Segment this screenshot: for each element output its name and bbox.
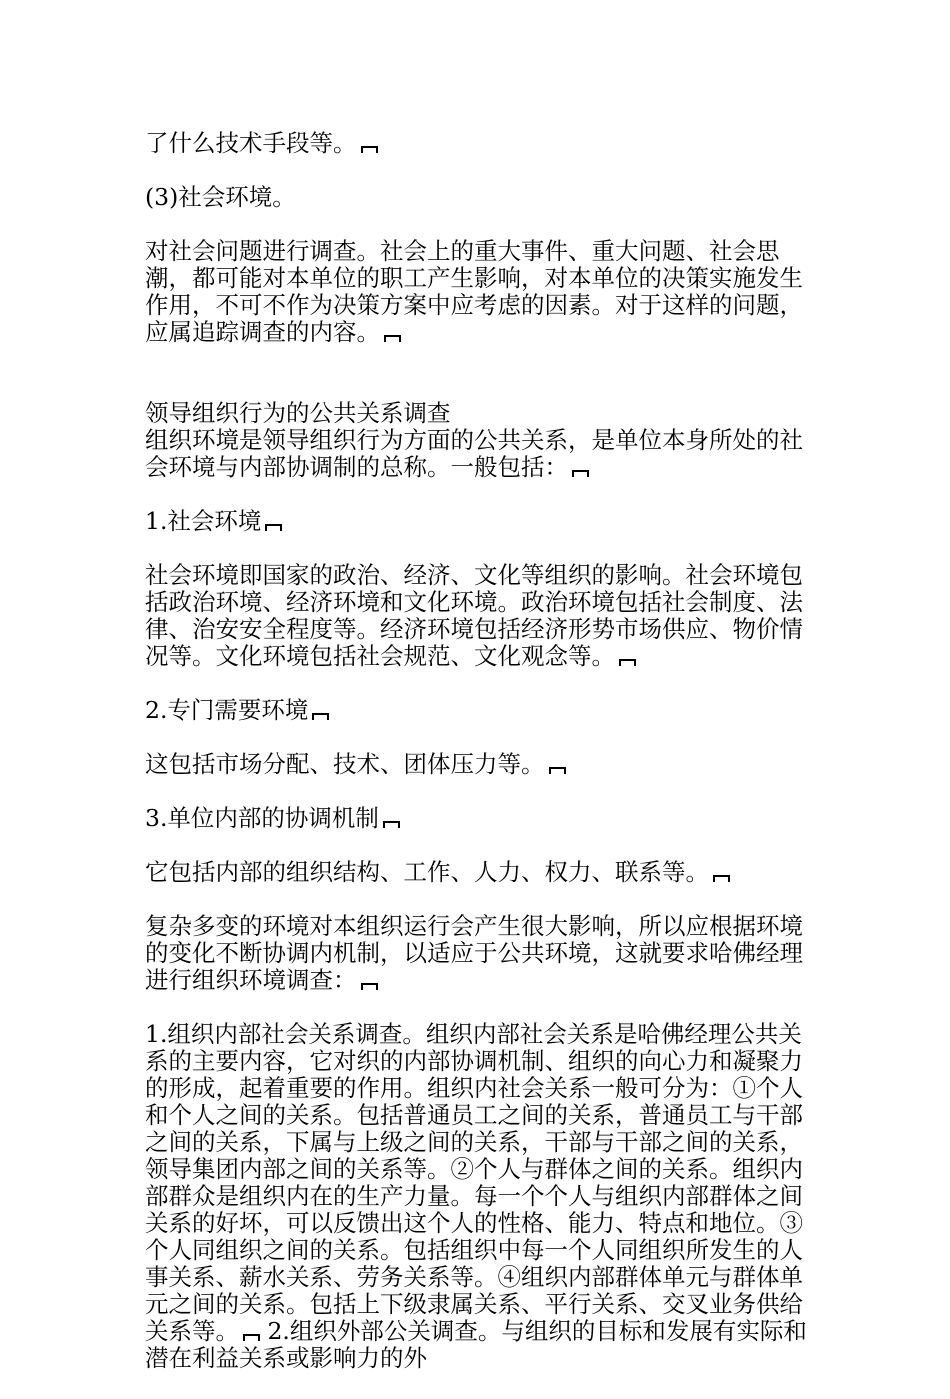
blank-line [145, 373, 811, 400]
paragraph-mark-icon [383, 821, 400, 828]
paragraph-4: 组织环境是领导组织行为方面的公共关系，是单位本身所处的社会环境与内部协调制的总称。一般包括： [145, 426, 803, 481]
paragraph-1: 了什么技术手段等。 [145, 130, 811, 157]
paragraph-mark-icon [265, 524, 282, 531]
paragraph-mark-icon [312, 713, 329, 720]
paragraph-mark-icon [713, 875, 730, 882]
paragraph-10: 它包括内部的组织结构、工作、人力、权力、联系等。 [145, 859, 811, 886]
paragraph-2: (3)社会环境。 [145, 183, 296, 211]
paragraph-mark-icon [361, 983, 378, 990]
paragraph-9: 3.单位内部的协调机制 [145, 805, 811, 832]
paragraph-12: 1.组织内部社会关系调查。组织内部社会关系是哈佛经理公共关系的主要内容，它对织的内部协调机制、组织的向心力和凝聚力的形成，起着重要的作用。组织内社会关系一般可分为：①个人和个人之间的关系。包括普通员工之间的关系，普通员工与干部之间的关系，下属与上级之间的关系，干部与干部之间的关系，领导集团内部之间的关系等。②个人与群体之间的关系。组织内部群众是组织内在的生产力量。每一个个人与组织内部群体之间关系的好坏，可以反馈出这个人的性格、能力、特点和地位。③个人同组织之间的关系。包括组织中每一个人同组织所发生的人事关系、薪水关系、劳务关系等。④组织内部群体单元与群体单元之间的关系。包括上下级隶属关系、平行关系、交叉业务供给关系等。 2.组织外部公关调查。与组织的目标和发展有实际和潜在利益关系或影响力的外 [145, 1020, 807, 1372]
paragraph-11: 复杂多变的环境对本组织运行会产生很大影响，所以应根据环境的变化不断协调内机制，以适应于公共环境，这就要求哈佛经理进行组织环境调查： [145, 912, 803, 994]
paragraph-8: 这包括市场分配、技术、团体压力等。 [145, 751, 811, 778]
paragraph-mark-icon [549, 767, 566, 774]
section-heading: 领导组织行为的公共关系调查 [145, 399, 451, 427]
paragraph-mark-icon [361, 146, 378, 153]
paragraph-3: 对社会问题进行调查。社会上的重大事件、重大问题、社会思潮，都可能对本单位的职工产生影响，对本单位的决策实施发生作用，不可不作为决策方案中应考虑的因素。对于这样的问题，应属追踪调查的内容。 [145, 237, 803, 346]
paragraph-5: 1.社会环境 [145, 508, 811, 535]
paragraph-mark-icon [243, 1334, 260, 1341]
paragraph-mark-icon [384, 335, 401, 342]
paragraph-mark-icon [619, 659, 636, 666]
document-page [145, 130, 811, 1399]
paragraph-mark-icon [572, 470, 589, 477]
paragraph-6: 社会环境即国家的政治、经济、文化等组织的影响。社会环境包括政治环境、经济环境和文化环境。政治环境包括社会制度、法律、治安安全程度等。经济环境包括经济形势市场供应、物价情况等。文化环境包括社会规范、文化观念等。 [145, 561, 803, 670]
paragraph-7: 2.专门需要环境 [145, 697, 811, 724]
